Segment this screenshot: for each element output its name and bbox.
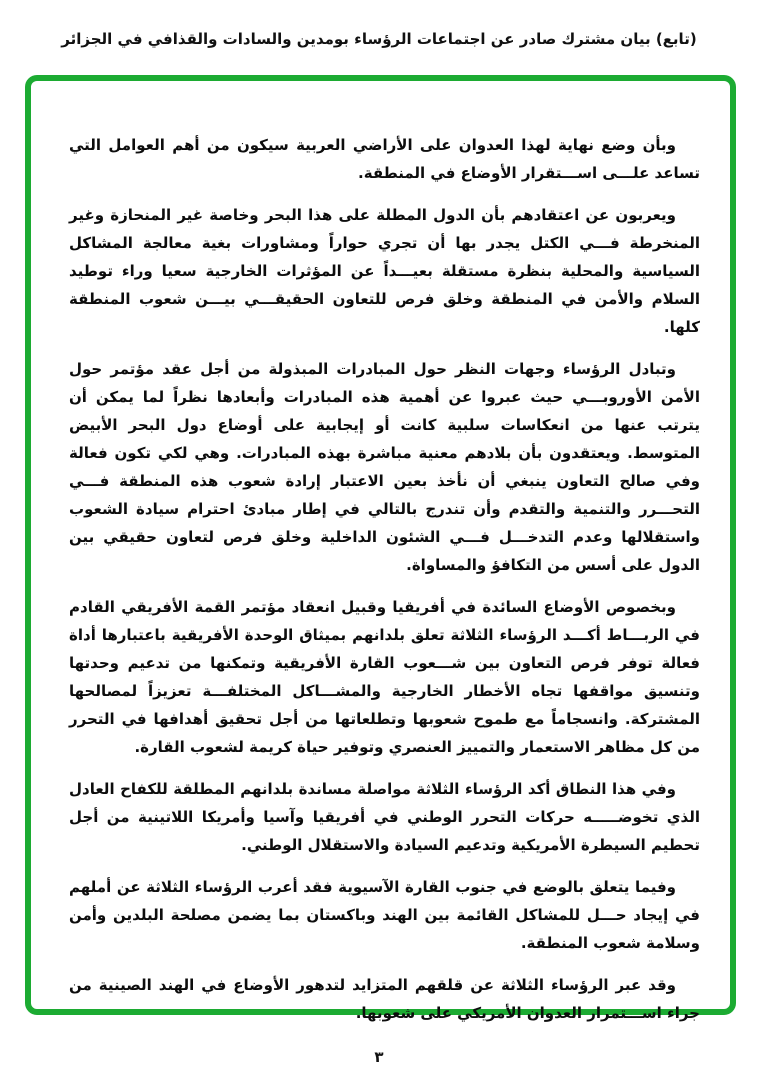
paragraph-6: وفيما يتعلق بالوضع في جنوب القارة الآسيوية فقد أعرب الرؤساء الثلاثة عن أملهم في إيجاد حـــل للمشاكل القائمة بين الهند وباكستان بما يضمن مصلحة البلدين وأمن وسلامة شعوب المنطقة. <box>69 878 700 952</box>
page-number: ٣ <box>374 1048 384 1066</box>
paragraph-2: ويعربون عن اعتقادهم بأن الدول المطلة على هذا البحر وخاصة غير المنحازة وغير المنخرطة فـــي الكتل يجدر بها أن تجري حواراً ومشاورات بغية معالجة المشاكل السياسية والمحلية بنظرة مستقلة بعيـــداً عن المؤثرات الخارجية سعيا وراء توطيد السلام والأمن في المنطقة وخلق فرص للتعاون الحقيقـــي بيـــن شعوب المنطقة كلها. <box>69 206 700 336</box>
document-header-title: (تابع) بيان مشترك صادر عن اجتماعات الرؤساء بومدين والسادات والقذافي في الجزائر <box>61 30 697 48</box>
paragraph-7: وقد عبر الرؤساء الثلاثة عن قلقهم المتزايد لتدهور الأوضاع في الهند الصينية من جراء اســـتمرار العدوان الأمريكي على شعوبها. <box>69 976 700 1022</box>
paragraph-5: وفي هذا النطاق أكد الرؤساء الثلاثة مواصلة مساندة بلدانهم المطلقة للكفاح العادل الذي تخوضـــــه حركات التحرر الوطني في أفريقيا وآسيا وأمريكا اللاتينية من أجل تحطيم السيطرة الأمريكية وتدعيم السيادة والاستقلال الوطني. <box>69 780 700 854</box>
paragraph-4: وبخصوص الأوضاع السائدة في أفريقيا وقبيل انعقاد مؤتمر القمة الأفريقي القادم في الربـــاط أكـــد الرؤساء الثلاثة تعلق بلدانهم بميثاق الوحدة الأفريقية باعتبارها أداة فعالة توفر فرص التعاون بين شـــعوب القارة الأفريقية وتمكنها من تدعيم وحدتها وتنسيق مواقفها تجاه الأخطار الخارجية والمشـــاكل المختلفـــة تعزيزاً لمصالحها المشتركة. وانسجاماً مع طموح شعوبها وتطلعاتها من أجل تحقيق أهدافها في التحرر من كل مظاهر الاستعمار والتمييز العنصري وتوفير حياة كريمة لشعوب القارة. <box>69 598 700 756</box>
green-border-frame <box>25 75 736 1022</box>
paragraph-3: وتبادل الرؤساء وجهات النظر حول المبادرات المبذولة من أجل عقد مؤتمر حول الأمن الأوروبـــي حيث عبروا عن أهمية هذه المبادرات وأبعادها نظراً لما يمكن أن يترتب عنها من انعكاسات سلبية كانت أو إيجابية على أوضاع دول البحر الأبيض المتوسط. ويعتقدون بأن بلادهم معنية مباشرة بهذه المبادرات. وهي لكي تكون فعالة وفي صالح التعاون ينبغي أن نأخذ بعين الاعتبار إرادة شعوب هذه المنطقة فـــي التحـــرر والتنمية والتقدم وأن تندرج بالتالي في إطار مبادئ احترام سيادة الشعوب واستقلالها وعدم التدخـــل فـــي الشئون الداخلية وخلق فرص لتعاون حقيقي بين الدول على أسس من التكافؤ والمساواة. <box>69 360 700 574</box>
document-body <box>69 131 700 1041</box>
paragraph-1: وبأن وضع نهاية لهذا العدوان على الأراضي العربية سيكون من أهم العوامل التي تساعد علـــى اســـتقرار الأوضاع في المنطقة. <box>69 136 700 182</box>
